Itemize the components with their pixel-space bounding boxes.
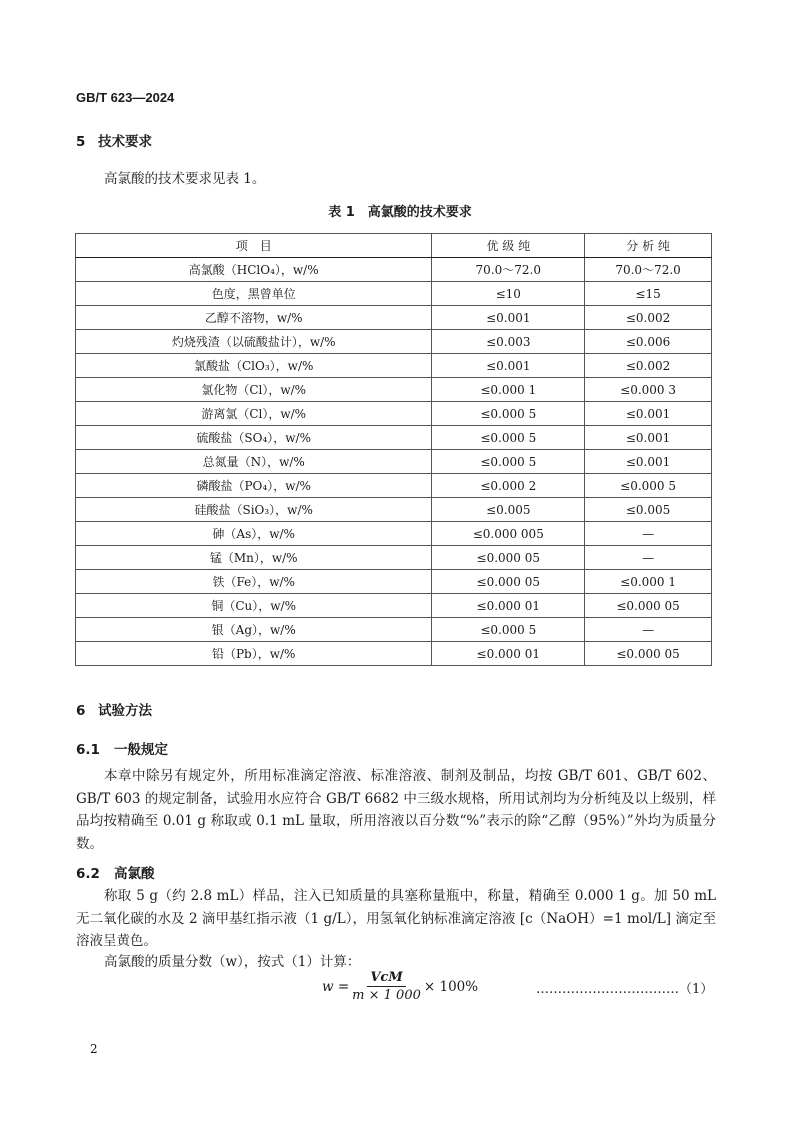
cell-superior-grade: 70.0～72.0 bbox=[432, 258, 585, 282]
cell-superior-grade: ≤0.000 2 bbox=[432, 474, 585, 498]
cell-analytical-grade: ≤0.000 05 bbox=[585, 642, 712, 666]
page-number: 2 bbox=[90, 1042, 98, 1056]
cell-superior-grade: ≤0.000 5 bbox=[432, 426, 585, 450]
cell-item: 银（Ag），w/% bbox=[76, 618, 432, 642]
section-title: 一般规定 bbox=[114, 742, 168, 758]
cell-item: 铁（Fe），w/% bbox=[76, 570, 432, 594]
cell-analytical-grade: — bbox=[585, 522, 712, 546]
formula-numerator: VcM bbox=[367, 970, 405, 987]
cell-analytical-grade: ≤0.000 1 bbox=[585, 570, 712, 594]
equation-number bbox=[536, 978, 713, 997]
header-analytical-grade: 分 析 纯 bbox=[585, 234, 712, 258]
cell-item: 硅酸盐（SiO₃），w/% bbox=[76, 498, 432, 522]
formula-denominator: m × 1 000 bbox=[352, 988, 421, 1003]
cell-item: 灼烧残渣（以硫酸盐计），w/% bbox=[76, 330, 432, 354]
table-row bbox=[76, 450, 712, 474]
cell-analytical-grade: ≤0.000 05 bbox=[585, 594, 712, 618]
cell-superior-grade: ≤0.001 bbox=[432, 306, 585, 330]
section-number: 6.2 bbox=[76, 866, 100, 882]
table-row bbox=[76, 282, 712, 306]
cell-superior-grade: ≤0.000 005 bbox=[432, 522, 585, 546]
formula-lhs: w = bbox=[322, 978, 350, 995]
section-5-heading bbox=[76, 130, 152, 150]
header-item: 项 目 bbox=[76, 234, 432, 258]
cell-item: 硫酸盐（SO₄），w/% bbox=[76, 426, 432, 450]
formula-1 bbox=[322, 970, 478, 1003]
table-row bbox=[76, 306, 712, 330]
cell-analytical-grade: 70.0～72.0 bbox=[585, 258, 712, 282]
section-title: 试验方法 bbox=[98, 703, 152, 719]
cell-item: 色度，黑曾单位 bbox=[76, 282, 432, 306]
cell-superior-grade: ≤0.000 5 bbox=[432, 402, 585, 426]
cell-superior-grade: ≤10 bbox=[432, 282, 585, 306]
table-row bbox=[76, 474, 712, 498]
cell-item: 铜（Cu），w/% bbox=[76, 594, 432, 618]
section-6-1-paragraph: 本章中除另有规定外，所用标准滴定溶液、标准溶液、制剂及制品，均按 GB/T 601、GB/T 602、GB/T 603 的规定制备，试验用水应符合 GB/T 6682 中三级水规格，所用试剂均为分析纯及以上级别，样品均按精确至 0.01 g 称取或 0.1 mL 量取，所用溶液以百分数“%”表示的除“乙醇（95%）”外均为质量分数。 bbox=[76, 768, 716, 852]
cell-superior-grade: ≤0.003 bbox=[432, 330, 585, 354]
formula-fraction bbox=[352, 970, 421, 1003]
cell-superior-grade: ≤0.000 01 bbox=[432, 642, 585, 666]
cell-analytical-grade: ≤0.006 bbox=[585, 330, 712, 354]
table-row bbox=[76, 618, 712, 642]
table-header-row bbox=[76, 234, 712, 258]
section-6-1-heading bbox=[76, 738, 168, 758]
section-number: 5 bbox=[76, 134, 86, 150]
cell-item: 高氯酸（HClO₄），w/% bbox=[76, 258, 432, 282]
cell-item: 氯酸盐（ClO₃），w/% bbox=[76, 354, 432, 378]
table-row bbox=[76, 258, 712, 282]
table-row bbox=[76, 330, 712, 354]
cell-analytical-grade: ≤0.001 bbox=[585, 402, 712, 426]
table-row bbox=[76, 642, 712, 666]
cell-superior-grade: ≤0.001 bbox=[432, 354, 585, 378]
section-title: 技术要求 bbox=[98, 134, 152, 150]
cell-analytical-grade: ≤0.005 bbox=[585, 498, 712, 522]
cell-analytical-grade: ≤0.000 3 bbox=[585, 378, 712, 402]
table-row bbox=[76, 546, 712, 570]
cell-superior-grade: ≤0.000 05 bbox=[432, 570, 585, 594]
cell-analytical-grade: ≤0.002 bbox=[585, 306, 712, 330]
table-row bbox=[76, 498, 712, 522]
table-caption: 表 1 高氯酸的技术要求 bbox=[328, 205, 472, 220]
cell-superior-grade: ≤0.000 01 bbox=[432, 594, 585, 618]
table-row bbox=[76, 594, 712, 618]
table-row bbox=[76, 426, 712, 450]
equation-leader: …………………………… bbox=[536, 982, 679, 997]
section-6-2-paragraph: 称取 5 g（约 2.8 mL）样品，注入已知质量的具塞称量瓶中，称量，精确至 0.000 1 g。加 50 mL 无二氧化碳的水及 2 滴甲基红指示液（1 g/L），用氢氧化钠标准滴定溶液 [c（NaOH）=1 mol/L] 滴定至溶液呈黄色。 bbox=[76, 888, 716, 949]
cell-item: 锰（Mn），w/% bbox=[76, 546, 432, 570]
cell-analytical-grade: ≤15 bbox=[585, 282, 712, 306]
header-superior-grade: 优 级 纯 bbox=[432, 234, 585, 258]
cell-analytical-grade: — bbox=[585, 618, 712, 642]
cell-item: 磷酸盐（PO₄），w/% bbox=[76, 474, 432, 498]
document-code: GB/T 623—2024 bbox=[76, 90, 175, 105]
table-row bbox=[76, 402, 712, 426]
cell-item: 氯化物（Cl），w/% bbox=[76, 378, 432, 402]
cell-item: 砷（As），w/% bbox=[76, 522, 432, 546]
cell-superior-grade: ≤0.005 bbox=[432, 498, 585, 522]
section-6-heading bbox=[76, 699, 152, 719]
table-row bbox=[76, 354, 712, 378]
equation-label: （1） bbox=[679, 982, 714, 997]
table-row bbox=[76, 378, 712, 402]
cell-analytical-grade: ≤0.000 5 bbox=[585, 474, 712, 498]
cell-superior-grade: ≤0.000 1 bbox=[432, 378, 585, 402]
section-number: 6 bbox=[76, 703, 86, 719]
formula-rhs: × 100% bbox=[423, 978, 479, 995]
table-row bbox=[76, 522, 712, 546]
cell-analytical-grade: ≤0.002 bbox=[585, 354, 712, 378]
cell-superior-grade: ≤0.000 5 bbox=[432, 618, 585, 642]
table-row bbox=[76, 570, 712, 594]
section-number: 6.1 bbox=[76, 742, 100, 758]
cell-superior-grade: ≤0.000 5 bbox=[432, 450, 585, 474]
cell-superior-grade: ≤0.000 05 bbox=[432, 546, 585, 570]
section-6-2-heading bbox=[76, 862, 155, 882]
cell-item: 铅（Pb），w/% bbox=[76, 642, 432, 666]
cell-item: 总氮量（N），w/% bbox=[76, 450, 432, 474]
section-title: 高氯酸 bbox=[114, 866, 155, 882]
section-5-intro: 高氯酸的技术要求见表 1。 bbox=[104, 171, 266, 187]
requirements-table bbox=[75, 233, 712, 666]
formula-intro: 高氯酸的质量分数（w），按式（1）计算： bbox=[104, 954, 361, 970]
cell-item: 游离氯（Cl），w/% bbox=[76, 402, 432, 426]
cell-analytical-grade: — bbox=[585, 546, 712, 570]
cell-analytical-grade: ≤0.001 bbox=[585, 450, 712, 474]
cell-item: 乙醇不溶物，w/% bbox=[76, 306, 432, 330]
cell-analytical-grade: ≤0.001 bbox=[585, 426, 712, 450]
